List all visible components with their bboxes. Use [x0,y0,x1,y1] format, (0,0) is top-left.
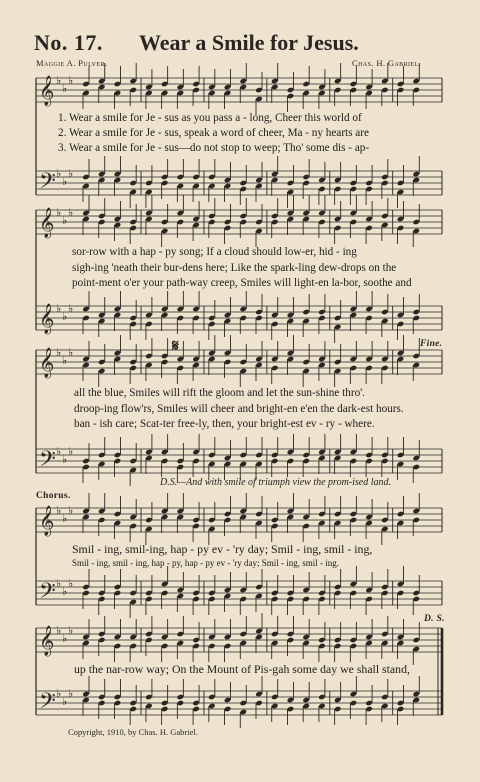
chorus-line1: Smil - ing, smil-ing, hap - py ev - 'ry day; Smil - ing, smil - ing, [72,542,373,556]
system2-bass-flat: ♭ [68,302,74,315]
system2-verse2: sigh-ing 'neath their bur-dens here; Like the spark-ling dew-drops on the [72,262,397,274]
lyricist-credit: Maggie A. Pulver. [36,58,108,68]
system5-treble-clef: 𝄞 [39,626,55,656]
chorus-line2: up the nar-row way; On the Mount of Pis-gah some day we shall stand, [74,662,410,676]
system5-treble-flat: ♭ [56,624,62,637]
system2-treble-flat: ♭ [62,214,68,227]
system4-bass-flat: ♭ [68,577,74,590]
composer-credit: Chas. H. Gabriel. [352,58,422,68]
system1-treble-flat: ♭ [62,82,68,95]
system3-treble-flat: ♭ [68,346,74,359]
system5-bass-flat: ♭ [62,695,68,708]
hymn-title: Wear a Smile for Jesus. [139,30,359,55]
system1-verse2: 2. Wear a smile for Je - sus, speak a word of cheer, Ma - ny hearts are [58,127,369,139]
system1-bass-clef: 𝄢 [39,169,56,199]
system2-bass-flat: ♭ [62,310,68,323]
system4-treble-clef: 𝄞 [39,506,55,536]
copyright-notice: Copyright, 1910, by Chas. H. Gabriel. [68,727,198,737]
system3-treble-flat: ♭ [62,354,68,367]
system2-bass-clef: 𝄞 [39,304,55,334]
system1-treble-flat: ♭ [56,74,62,87]
system3-treble-clef: 𝄞 [39,348,55,378]
system1-verse3: 3. Wear a smile for Je - sus—do not stop to weep; Tho' some dis - ap- [58,142,370,154]
system3-verse2: droop-ing flow'rs, Smiles will cheer and bright-en e'en the dark-est hours. [74,403,404,415]
ds-mark: D. S. [424,614,445,624]
system2-bass-flat: ♭ [56,302,62,315]
system5-bass-flat: ♭ [68,687,74,700]
chorus-line1-echo: Smil - ing, smil - ing, hap - py, hap - py ev - 'ry day; Smil - ing, smil - ing. [72,558,340,568]
system5-bass-clef: 𝄢 [39,689,56,719]
system1-bass-flat: ♭ [68,167,74,180]
system4-treble-flat: ♭ [62,512,68,525]
ds-instruction: D.S.—And with smile of triumph view the prom-ised land. [160,477,392,488]
system2-verse1: sor-row with a hap - py song; If a cloud should low-er, hid - ing [72,246,357,258]
system4-treble-flat: ♭ [68,504,74,517]
system2-treble-flat: ♭ [68,206,74,219]
system4-treble-flat: ♭ [56,504,62,517]
system1-bass-flat: ♭ [62,175,68,188]
system5-treble-flat: ♭ [68,624,74,637]
system1-bass-flat: ♭ [56,167,62,180]
system3-bass-flat: ♭ [62,453,68,466]
system1-treble-flat: ♭ [68,74,74,87]
system1-treble-clef: 𝄞 [39,76,55,106]
system3-verse3: ban - ish care; Scat-ter free-ly, then, your bright-est ev - ry - where. [74,418,375,430]
system4-bass-flat: ♭ [56,577,62,590]
system3-bass-flat: ♭ [56,445,62,458]
system3-bass-flat: ♭ [68,445,74,458]
system5-treble-flat: ♭ [62,632,68,645]
system4-bass-flat: ♭ [62,585,68,598]
segno-mark: 𝄋 [172,338,179,355]
system4-bass-clef: 𝄢 [39,579,56,609]
system3-verse1: all the blue, Smiles will rift the gloom and let the sun-shine thro'. [74,387,365,399]
fine-mark: Fine. [420,339,443,349]
system3-treble-flat: ♭ [56,346,62,359]
system2-verse3: point-ment o'er your path-way creep, Smiles will light-en la-bor, soothe and [72,277,412,289]
system2-treble-flat: ♭ [56,206,62,219]
chorus-label: Chorus. [36,491,71,501]
system3-bass-clef: 𝄢 [39,447,56,477]
system2-treble-clef: 𝄞 [39,208,55,238]
hymn-number: No. 17. [34,30,103,55]
system5-bass-flat: ♭ [56,687,62,700]
system1-verse1: 1. Wear a smile for Je - sus as you pass a - long, Cheer this world of [58,112,362,124]
